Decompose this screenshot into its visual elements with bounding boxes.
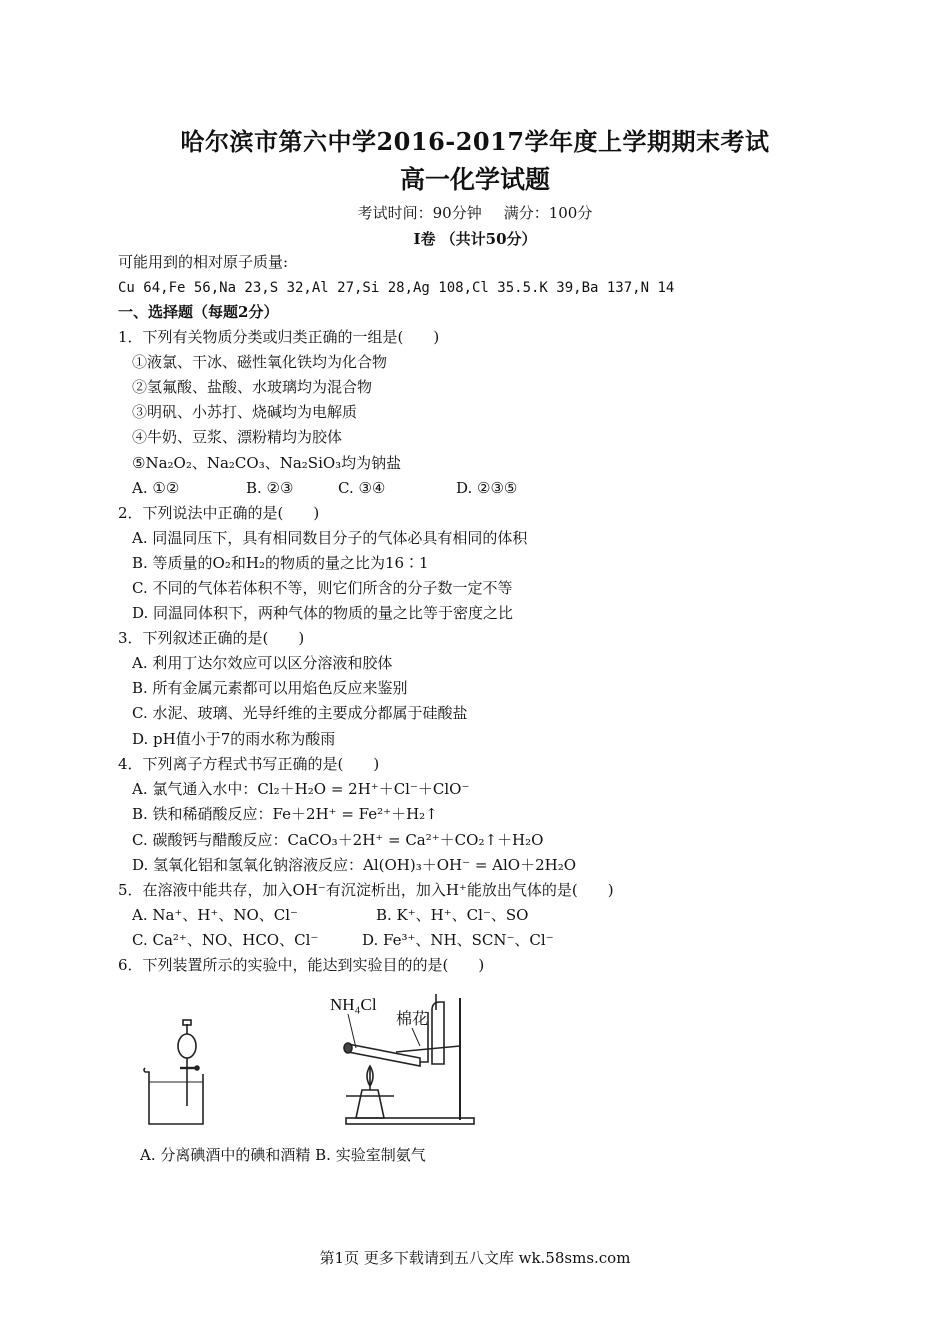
question-3-option: B. 所有金属元素都可以用焰色反应来鉴别 [132, 679, 408, 697]
option-a: A. Na⁺、H⁺、NO、Cl⁻ [132, 906, 298, 924]
question-4-stem: 4．下列离子方程式书写正确的是( ) [118, 755, 380, 773]
caption-a: A. 分离碘酒中的碘和酒精 [140, 1146, 311, 1164]
question-1-item: ⑤Na₂O₂、Na₂CO₃、Na₂SiO₃均为钠盐 [132, 454, 402, 472]
option-d: D. ②③⑤ [456, 479, 518, 497]
question-1-item: ①液氯、干冰、磁性氧化铁均为化合物 [132, 353, 388, 371]
question-5-options-row2 [132, 930, 554, 950]
exam-score: 满分：100分 [503, 204, 593, 222]
caption-b: B. 实验室制氨气 [315, 1146, 426, 1164]
question-4-option: C. 碳酸钙与醋酸反应：CaCO₃＋2H⁺ = Ca²⁺＋CO₂↑＋H₂O [132, 831, 544, 849]
option-d: D. Fe³⁺、NH、SCN⁻、Cl⁻ [362, 931, 554, 949]
question-5-options-row1 [132, 905, 528, 925]
question-1-options [132, 478, 517, 498]
question-1-item: ④牛奶、豆浆、漂粉精均为胶体 [132, 428, 343, 446]
atomic-mass-values: Cu 64,Fe 56,Na 23,S 32,Al 27,Si 28,Ag 108,Cl 35.5.K 39,Ba 137,N 14 [118, 280, 675, 296]
question-3-option: A. 利用丁达尔效应可以区分溶液和胶体 [132, 654, 393, 672]
question-1-stem: 1．下列有关物质分类或归类正确的一组是( ) [118, 328, 440, 346]
question-2-option: B. 等质量的O₂和H₂的物质的量之比为16∶1 [132, 554, 429, 572]
atomic-mass-label: 可能用到的相对原子质量: [118, 253, 289, 271]
question-3-option: D. pH值小于7的雨水称为酸雨 [132, 730, 336, 748]
option-b: B. ②③ [246, 479, 294, 497]
option-c: C. Ca²⁺、NO、HCO、Cl⁻ [132, 931, 319, 949]
question-2-option: C. 不同的气体若体积不等，则它们所含的分子数一定不等 [132, 579, 513, 597]
question-4-option: B. 铁和稀硝酸反应：Fe＋2H⁺ = Fe²⁺＋H₂↑ [132, 805, 438, 823]
question-1-item: ②氢氟酸、盐酸、水玻璃均为混合物 [132, 378, 373, 396]
question-2-option: A. 同温同压下，具有相同数目分子的气体必具有相同的体积 [132, 529, 528, 547]
exam-title: 哈尔滨市第六中学2016-2017学年度上学期期末考试 [180, 127, 770, 156]
question-3-stem: 3．下列叙述正确的是( ) [118, 629, 305, 647]
question-6-captions [140, 1145, 426, 1165]
section-heading: Ⅰ卷 （共计50分） [413, 230, 537, 248]
separatory-funnel-figure [135, 1010, 215, 1130]
page-footer: 第1页 更多下载请到五八文库 wk.58sms.com [319, 1249, 631, 1267]
exam-meta [0, 202, 950, 223]
question-2-option: D. 同温同体积下，两种气体的物质的量之比等于密度之比 [132, 604, 514, 622]
part1-heading: 一、选择题（每题2分） [118, 303, 279, 321]
nh4cl-label: NH₄Cl [330, 995, 377, 1014]
question-1-item: ③明矾、小苏打、烧碱均为电解质 [132, 403, 358, 421]
question-4-option: D. 氢氧化铝和氢氧化钠溶液反应：Al(OH)₃＋OH⁻ = AlO＋2H₂O [132, 856, 577, 874]
question-6-stem: 6．下列装置所示的实验中，能达到实验目的的是( ) [118, 956, 485, 974]
exam-subtitle: 高一化学试题 [399, 165, 550, 194]
question-2-stem: 2．下列说法中正确的是( ) [118, 504, 320, 522]
ammonia-apparatus-figure [320, 990, 480, 1132]
option-b: B. K⁺、H⁺、Cl⁻、SO [376, 906, 529, 924]
cotton-label: 棉花 [396, 1011, 429, 1028]
question-3-option: C. 水泥、玻璃、光导纤维的主要成分都属于硅酸盐 [132, 704, 468, 722]
question-5-stem: 5．在溶液中能共存，加入OH⁻有沉淀析出，加入H⁺能放出气体的是( ) [118, 881, 614, 899]
exam-time: 考试时间：90分钟 [357, 204, 482, 222]
question-4-option: A. 氯气通入水中：Cl₂＋H₂O = 2H⁺＋Cl⁻＋ClO⁻ [132, 780, 470, 798]
option-c: C. ③④ [338, 479, 386, 497]
option-a: A. ①② [132, 479, 180, 497]
